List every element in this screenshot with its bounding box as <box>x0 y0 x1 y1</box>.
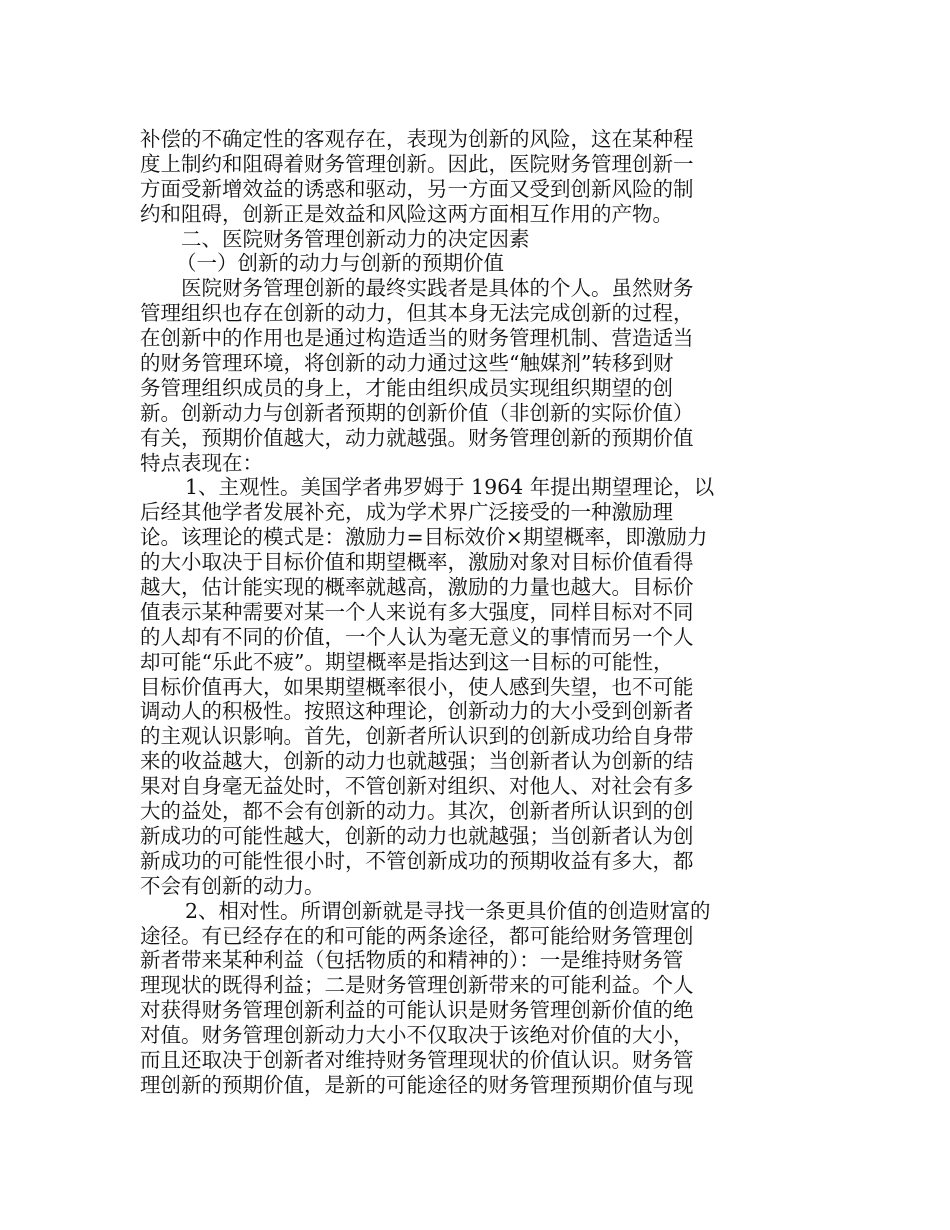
text-line: 对值。财务管理创新动力大小不仅取决于该绝对价值的大小， <box>140 1023 694 1048</box>
text-line: 有关，预期价值越大，动力就越强。财务管理创新的预期价值 <box>140 425 694 450</box>
text-line: 而且还取决于创新者对维持财务管理现状的价值认识。财务管 <box>140 1047 694 1072</box>
text-line: 论。该理论的模式是：激励力=目标效价×期望概率，即激励力 <box>140 525 708 550</box>
text-line: 度上制约和阻碍着财务管理创新。因此，医院财务管理创新一 <box>140 151 694 176</box>
document-body <box>140 127 750 1098</box>
text-line: 来的收益越大，创新的动力也就越强；当创新者认为创新的结 <box>140 749 694 774</box>
text-line: 的大小取决于目标价值和期望概率，激励对象对目标价值看得 <box>140 550 694 575</box>
text-line: 的人却有不同的价值，一个人认为毫无意义的事情而另一个人 <box>140 624 694 649</box>
text-line: 越大，估计能实现的概率就越高，激励的力量也越大。目标价 <box>140 575 694 600</box>
text-line: 对获得财务管理创新利益的可能认识是财务管理创新价值的绝 <box>140 998 694 1023</box>
list-item-heading: 1、主观性。美国学者弗罗姆于 1964 年提出期望理论，以 <box>185 475 715 500</box>
text-line: 新者带来某种利益（包括物质的和精神的）：一是维持财务管 <box>140 948 684 973</box>
text-line: 在创新中的作用也是通过构造适当的财务管理机制、营造适当 <box>140 326 694 351</box>
text-line: 大的益处，都不会有创新的动力。其次，创新者所认识到的创 <box>140 799 694 824</box>
text-line: 却可能“乐此不疲”。期望概率是指达到这一目标的可能性， <box>140 649 674 674</box>
subsection-heading: （一）创新的动力与创新的预期价值 <box>176 251 504 276</box>
text-line: 后经其他学者发展补充，成为学术界广泛接受的一种激励理 <box>140 500 673 525</box>
text-line: 新成功的可能性越大，创新的动力也就越强；当创新者认为创 <box>140 823 694 848</box>
text-line: 的主观认识影响。首先，创新者所认识到的创新成功给自身带 <box>140 724 694 749</box>
text-line: 约和阻碍，创新正是效益和风险这两方面相互作用的产物。 <box>140 201 673 226</box>
text-line: 理创新的预期价值，是新的可能途径的财务管理预期价值与现 <box>140 1072 694 1097</box>
text-line: 新成功的可能性很小时，不管创新成功的预期收益有多大，都 <box>140 848 694 873</box>
text-line: 目标价值再大，如果期望概率很小，使人感到失望，也不可能 <box>140 674 694 699</box>
text-line: 特点表现在： <box>140 450 263 475</box>
section-heading: 二、医院财务管理创新动力的决定因素 <box>181 226 530 251</box>
text-line: 医院财务管理创新的最终实践者是具体的个人。虽然财务 <box>181 276 694 301</box>
list-item-heading: 2、相对性。所谓创新就是寻找一条更具价值的创造财富的 <box>185 898 711 923</box>
text-line: 管理组织也存在创新的动力，但其本身无法完成创新的过程， <box>140 301 694 326</box>
text-line: 不会有创新的动力。 <box>140 873 325 898</box>
text-line: 方面受新增效益的诱惑和驱动，另一方面又受到创新风险的制 <box>140 176 694 201</box>
text-line: 途径。有已经存在的和可能的两条途径，都可能给财务管理创 <box>140 923 694 948</box>
text-line: 值表示某种需要对某一个人来说有多大强度，同样目标对不同 <box>140 599 694 624</box>
text-line: 调动人的积极性。按照这种理论，创新动力的大小受到创新者 <box>140 699 694 724</box>
text-line: 果对自身毫无益处时，不管创新对组织、对他人、对社会有多 <box>140 774 694 799</box>
text-line: 理现状的既得利益；二是财务管理创新带来的可能利益。个人 <box>140 973 694 998</box>
text-line: 新。创新动力与创新者预期的创新价值（非创新的实际价值） <box>140 400 694 425</box>
text-line: 的财务管理环境，将创新的动力通过这些“触媒剂”转移到财 <box>140 351 674 376</box>
text-line: 补偿的不确定性的客观存在，表现为创新的风险，这在某种程 <box>140 127 694 151</box>
text-line: 务管理组织成员的身上，才能由组织成员实现组织期望的创 <box>140 375 673 400</box>
